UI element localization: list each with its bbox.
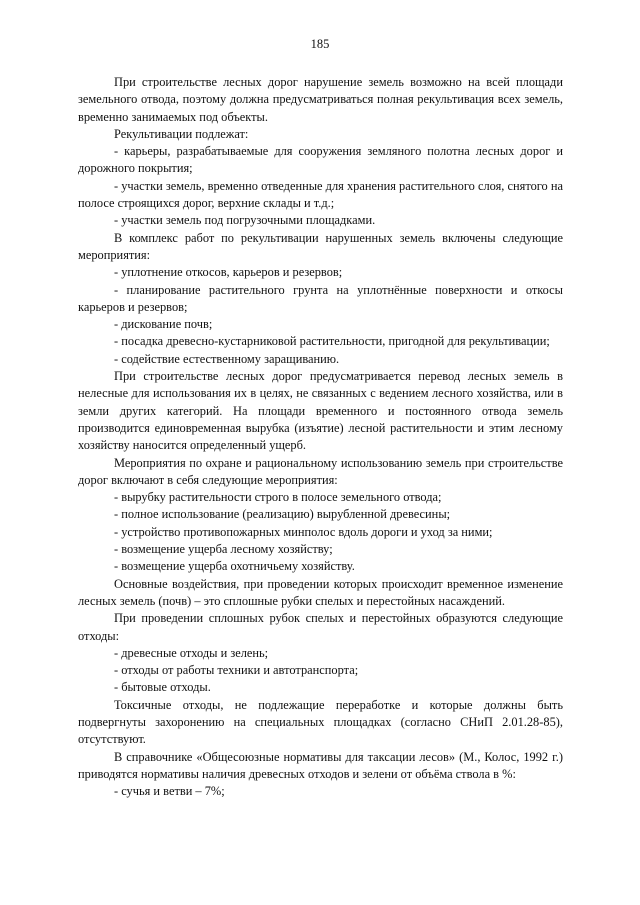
paragraph: При строительстве лесных дорог предусматривается перевод лесных земель в нелесные для использования их в целях, не связанных с ведением лесного хозяйства, или в земли других категорий. На площади временного и постоянного отвода земель производится единовременная вырубка (изъятие) лесной растительности и этим лесному хозяйству наносится определенный ущерб.: [78, 369, 563, 453]
list-item: - карьеры, разрабатываемые для сооружения земляного полотна лесных дорог и дорожного покрытия;: [78, 144, 563, 176]
list-item: - участки земель, временно отведенные для хранения растительного слоя, снятого на полосе строящихся дорог, верхние склады и т.д.;: [78, 178, 563, 211]
list-item: - содействие естественному заращиванию.: [114, 351, 340, 366]
list-item: - участки земель под погрузочными площадками.: [114, 213, 376, 228]
list-item: - отходы от работы техники и автотранспорта;: [114, 663, 359, 678]
list-item: - возмещение ущерба охотничьему хозяйству.: [114, 559, 355, 574]
list-item: - посадка древесно-кустарниковой растительности, пригодной для рекультивации;: [114, 334, 550, 349]
list-item: - бытовые отходы.: [114, 680, 211, 695]
page-number: 185: [310, 37, 330, 51]
paragraph: Рекультивации подлежат:: [114, 126, 249, 141]
list-item: - сучья и ветви – 7%;: [114, 784, 225, 799]
list-item: - планирование растительного грунта на уплотнённые поверхности и откосы карьеров и резервов;: [78, 282, 563, 314]
paragraph: Мероприятия по охране и рациональному использованию земель при строительстве дорог включают в себя следующие мероприятия:: [78, 455, 563, 487]
list-item: - полное использование (реализацию) вырубленной древесины;: [114, 507, 451, 522]
list-item: - дискование почв;: [114, 317, 213, 332]
list-item: - вырубку растительности строго в полосе земельного отвода;: [114, 490, 442, 505]
list-item: - уплотнение откосов, карьеров и резервов;: [114, 265, 343, 280]
paragraph: В комплекс работ по рекультивации нарушенных земель включены следующие мероприятия:: [78, 230, 563, 262]
document-body: [78, 74, 563, 800]
list-item: - древесные отходы и зелень;: [114, 645, 269, 660]
paragraph: Основные воздействия, при проведении которых происходит временное изменение лесных земель (почв) – это сплошные рубки спелых и перестойных насаждений.: [78, 576, 563, 608]
paragraph: В справочнике «Общесоюзные нормативы для таксации лесов» (М., Колос, 1992 г.) приводятся нормативы наличия древесных отходов и зелени от объёма ствола в %:: [78, 749, 563, 781]
paragraph: При проведении сплошных рубок спелых и перестойных образуются следующие отходы:: [78, 611, 563, 643]
paragraph: Токсичные отходы, не подлежащие переработке и которые должны быть подвергнуты захоронению на специальных площадках (согласно СНиП 2.01.28-85), отсутствуют.: [78, 697, 563, 747]
paragraph: При строительстве лесных дорог нарушение земель возможно на всей площади земельного отвода, поэтому должна предусматриваться полная рекультивация всех земель, временно занимаемых под объекты.: [78, 75, 563, 124]
list-item: - возмещение ущерба лесному хозяйству;: [114, 542, 333, 557]
list-item: - устройство противопожарных минполос вдоль дороги и уход за ними;: [114, 524, 493, 539]
